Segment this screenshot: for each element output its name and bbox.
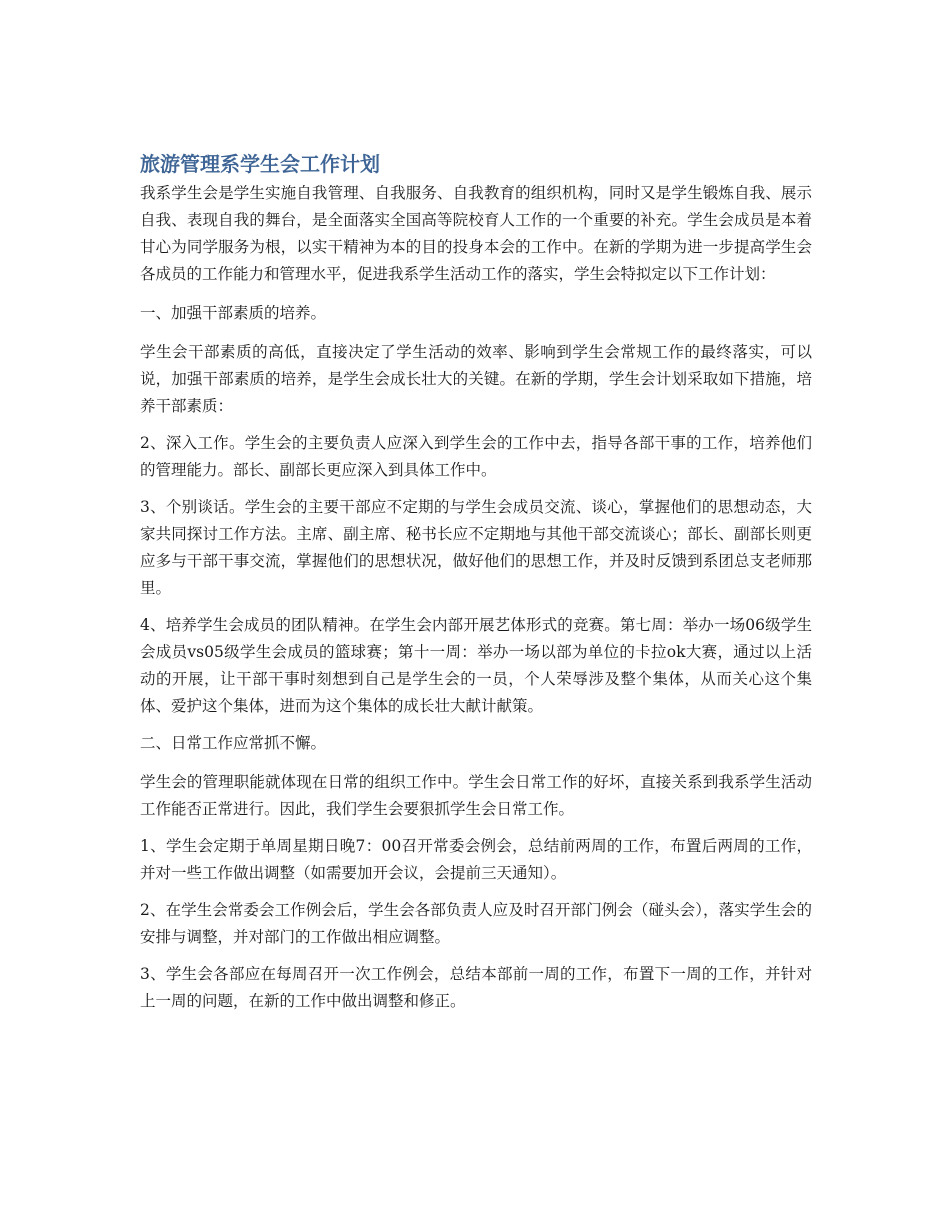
list-item-4: 4、培养学生会成员的团队精神。在学生会内部开展艺体形式的竞赛。第七周：举办一场06级学生会成员vs05级学生会成员的篮球赛；第十一周：举办一场以部为单位的卡拉ok大赛，通过以上活动的开展，让干部干事时刻想到自己是学生会的一员，个人荣辱涉及整个集体，从而关心这个集体、爱护这个集体，进而为这个集体的成长壮大献计献策。 (140, 616, 812, 715)
section-1-paragraph: 学生会干部素质的高低，直接决定了学生活动的效率、影响到学生会常规工作的最终落实，可以说，加强干部素质的培养，是学生会成长壮大的关键。在新的学期，学生会计划采取如下措施，培养干部素质： (140, 343, 812, 415)
section-heading-1: 一、加强干部素质的培养。 (140, 304, 327, 322)
list-item-1: 1、学生会定期于单周星期日晚7：00召开常委会例会，总结前两周的工作，布置后两周的工作，并对一些工作做出调整（如需要加开会议，会提前三天通知）。 (140, 837, 812, 882)
document-page (140, 150, 812, 1025)
section-heading-2: 二、日常工作应常抓不懈。 (140, 734, 327, 752)
list-item-2b: 2、在学生会常委会工作例会后，学生会各部负责人应及时召开部门例会（碰头会），落实学生会的安排与调整，并对部门的工作做出相应调整。 (140, 901, 812, 946)
list-item-3: 3、个别谈话。学生会的主要干部应不定期的与学生会成员交流、谈心，掌握他们的思想动态，大家共同探讨工作方法。主席、副主席、秘书长应不定期地与其他干部交流谈心；部长、副部长则更应多与干部干事交流，掌握他们的思想状况，做好他们的思想工作，并及时反馈到系团总支老师那里。 (140, 498, 812, 597)
list-item-3b: 3、学生会各部应在每周召开一次工作例会，总结本部前一周的工作，布置下一周的工作，并针对上一周的问题，在新的工作中做出调整和修正。 (140, 965, 812, 1010)
list-item-2: 2、深入工作。学生会的主要负责人应深入到学生会的工作中去，指导各部干事的工作，培养他们的管理能力。部长、副部长更应深入到具体工作中。 (140, 434, 812, 479)
section-2-paragraph: 学生会的管理职能就体现在日常的组织工作中。学生会日常工作的好坏，直接关系到我系学生活动工作能否正常进行。因此，我们学生会要狠抓学生会日常工作。 (140, 773, 812, 818)
document-title: 旅游管理系学生会工作计划 (140, 152, 380, 176)
intro-paragraph: 我系学生会是学生实施自我管理、自我服务、自我教育的组织机构，同时又是学生锻炼自我、展示自我、表现自我的舞台，是全面落实全国高等院校育人工作的一个重要的补充。学生会成员是本着甘心为同学服务为根，以实干精神为本的目的投身本会的工作中。在新的学期为进一步提高学生会各成员的工作能力和管理水平，促进我系学生活动工作的落实，学生会特拟定以下工作计划： (140, 184, 812, 283)
